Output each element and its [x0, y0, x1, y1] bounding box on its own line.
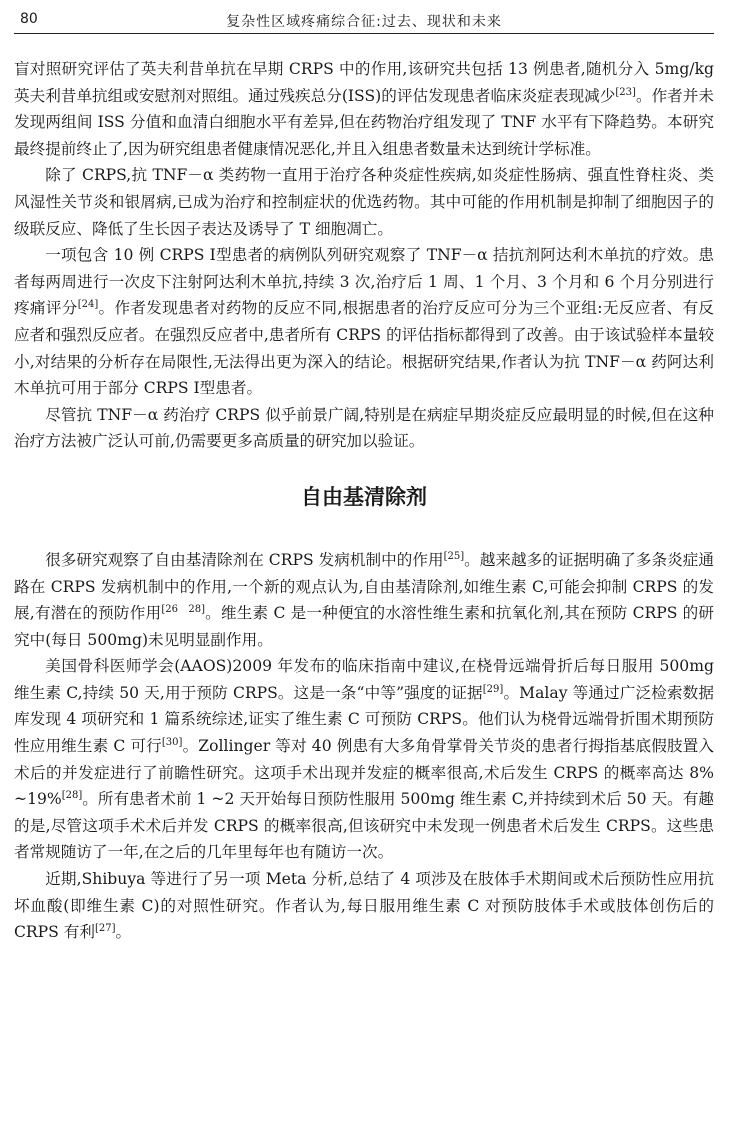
running-title: 复杂性区域疼痛综合征:过去、现状和未来	[226, 14, 502, 30]
paragraph: 除了 CRPS,抗 TNF－α 类药物一直用于治疗各种炎症性疾病,如炎症性肠病、强直性脊柱炎、类风湿性关节炎和银屑病,已成为治疗和控制症状的优选药物。其中可能的作用机制是抑制了细胞因子的级联反应、降低了生长因子表达及诱导了 T 细胞凋亡。	[14, 166, 714, 238]
citation: [27]	[95, 923, 116, 935]
paragraph: 盲对照研究评估了英夫利昔单抗在早期 CRPS 中的作用,该研究共包括 13 例患者,随机分入 5mg/kg 英夫利昔单抗组或安慰剂对照组。通过残疾总分(ISS)的评估发现患者临床炎症表现减少[23]。作者并未发现两组间 ISS 分值和血清白细胞水平有差异,但在药物治疗组发现了 TNF 水平有下降趋势。本研究最终提前终止了,因为研究组患者健康情况恶化,并且入组患者数量未达到统计学标准。	[14, 60, 714, 158]
paragraph: 尽管抗 TNF－α 药治疗 CRPS 似乎前景广阔,特别是在病症早期炎症反应最明显的时候,但在这种治疗方法被广泛认可前,仍需要更多高质量的研究加以验证。	[14, 405, 714, 451]
citation: [25]	[443, 550, 465, 562]
citation: [28]	[61, 790, 83, 802]
citation: [29]	[482, 683, 504, 695]
page-body	[14, 56, 714, 946]
paragraph: 一项包含 10 例 CRPS Ⅰ型患者的病例队列研究观察了 TNF－α 拮抗剂阿达利木单抗的疗效。患者每两周进行一次皮下注射阿达利木单抗,持续 3 次,治疗后 1 周、1 个月、3 个月和 6 个月分别进行疼痛评分[24]。作者发现患者对药物的反应不同,根据患者的治疗反应可分为三个亚组:无反应者、有反应者和强烈反应者。在强烈反应者中,患者所有 CRPS 的评估指标都得到了改善。由于该试验样本量较小,对结果的分析存在局限性,无法得出更为深入的结论。根据研究结果,作者认为抗 TNF－α 药阿达利木单抗可用于部分 CRPS Ⅰ型患者。	[14, 246, 714, 398]
page-number: 80	[20, 11, 38, 27]
citation: [23]	[615, 86, 636, 98]
paragraph: 美国骨科医师学会(AAOS)2009 年发布的临床指南中建议,在桡骨远端骨折后每日服用 500mg 维生素 C,持续 50 天,用于预防 CRPS。这是一条“中等”强度的证据[29]。Malay 等通过广泛检索数据库发现 4 项研究和 1 篇系统综述,证实了维生素 C 可预防 CRPS。他们认为桡骨远端骨折围术期预防性应用维生素 C 可行[30]。Zollinger 等对 40 例患有大多角骨掌骨关节炎的患者行拇指基底假肢置入术后的并发症进行了前瞻性研究。这项手术出现并发症的概率很高,术后发生 CRPS 的概率高达 8% ~19%[28]。所有患者术前 1 ~2 天开始每日预防性服用 500mg 维生素 C,并持续到术后 50 天。有趣的是,尽管这项手术术后并发 CRPS 的概率很高,但该研究中未发现一例患者术后发生 CRPS。这些患者常规随访了一年,在之后的几年里每年也有随访一次。	[14, 657, 714, 862]
section-heading: 自由基清除剂	[301, 484, 427, 509]
citation: [26 28]	[161, 603, 205, 615]
paragraph: 近期,Shibuya 等进行了另一项 Meta 分析,总结了 4 项涉及在肢体手术期间或术后预防性应用抗坏血酸(即维生素 C)的对照性研究。作者认为,每日服用维生素 C 对预防肢体手术或肢体创伤后的 CRPS 有利[27]。	[14, 870, 714, 942]
citation: [30]	[161, 736, 183, 748]
citation: [24]	[77, 299, 99, 311]
paragraph: 很多研究观察了自由基清除剂在 CRPS 发病机制中的作用[25]。越来越多的证据明确了多条炎症通路在 CRPS 发病机制中的作用,一个新的观点认为,自由基清除剂,如维生素 C,可能会抑制 CRPS 的发展,有潜在的预防作用[26 28]。维生素 C 是一种便宜的水溶性维生素和抗氧化剂,其在预防 CRPS 的研究中(每日 500mg)未见明显副作用。	[14, 550, 714, 649]
running-header	[14, 11, 714, 34]
